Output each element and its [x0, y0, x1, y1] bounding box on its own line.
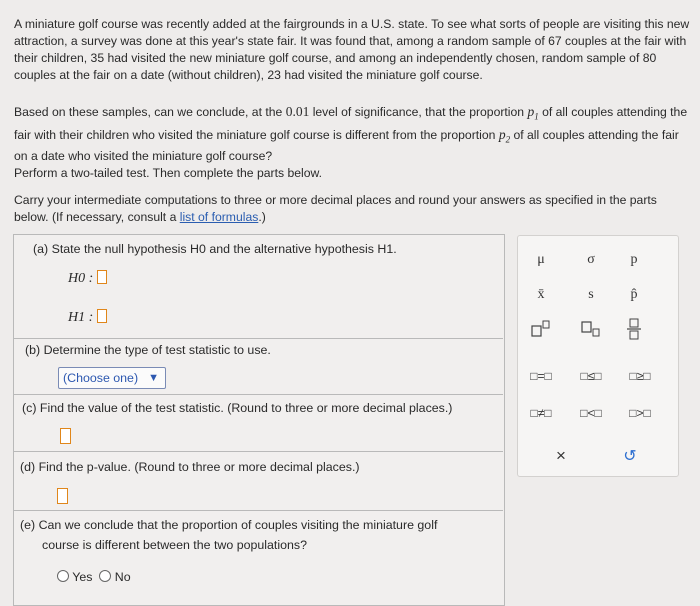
x-bar-button[interactable]: x̄ — [537, 287, 545, 302]
undo-icon[interactable]: ↺ — [623, 448, 637, 465]
subscript-icon — [579, 320, 603, 338]
p-hat-button[interactable]: p̂ — [630, 287, 638, 302]
formulas-link[interactable]: list of formulas — [179, 210, 259, 224]
instruction-two-tailed: Perform a two-tailed test. Then complete the parts below. — [14, 166, 323, 180]
part-b-label: (b) Determine the type of test statistic to use. — [25, 343, 271, 357]
clear-icon[interactable]: × — [556, 446, 566, 465]
h0-row: H0 : — [68, 270, 107, 287]
question-paragraph: Based on these samples, can we conclude, at the 0.01 level of significance, that the proportion $p_1$ of all couples attending the fair with their children who visited the miniature golf course is different from the proportion $p_2$ of all couples attending the fair on a date who visited the miniature golf course? — [14, 104, 688, 164]
divider — [13, 338, 503, 339]
no-option[interactable]: No — [99, 570, 130, 584]
test-statistic-input[interactable] — [60, 428, 71, 444]
part-c-label: (c) Find the value of the test statistic. (Round to three or more decimal places.) — [22, 401, 453, 415]
s-button[interactable]: s — [588, 287, 594, 302]
superscript-icon — [529, 320, 553, 338]
p-button[interactable]: p — [630, 252, 638, 267]
mu-button[interactable]: μ — [537, 252, 545, 267]
p-value-input[interactable] — [57, 488, 68, 504]
problem-paragraph: A miniature golf course was recently added at the fairgrounds in a U.S. state. To see what sorts of people are visiting this new attraction, a survey was done at this year's state fair. It was found that, among a random sample of 67 couples at the fair with their children, 35 had visited the new miniature golf course, and among an independently chosen, random sample of 80 couples at the fair on a date (without children), 23 had visited the miniature golf course. — [14, 17, 690, 82]
sigma-button[interactable]: σ — [587, 252, 595, 267]
test-statistic-select[interactable]: (Choose one) ▼ — [58, 367, 166, 389]
less-than-button[interactable]: □<□ — [580, 406, 602, 420]
divider — [13, 510, 503, 511]
h1-input[interactable] — [97, 309, 107, 323]
greater-equal-button[interactable]: □≥□ — [629, 369, 651, 383]
greater-than-button[interactable]: □>□ — [629, 406, 651, 420]
part-d-label: (d) Find the p-value. (Round to three or more decimal places.) — [20, 460, 360, 474]
h1-row: H1 : — [68, 309, 107, 326]
part-a-label: (a) State the null hypothesis H0 and the alternative hypothesis H1. — [33, 242, 397, 256]
conclusion-options — [57, 569, 131, 586]
yes-radio[interactable] — [57, 570, 69, 582]
no-radio[interactable] — [99, 570, 111, 582]
divider — [13, 394, 503, 395]
yes-option[interactable]: Yes — [57, 570, 92, 584]
part-e-label-cont: course is different between the two populations? — [42, 538, 307, 552]
symbol-palette — [517, 235, 679, 477]
equals-button[interactable]: □=□ — [530, 369, 552, 383]
fraction-button[interactable] — [611, 318, 657, 343]
fraction-icon — [622, 318, 646, 340]
superscript-button[interactable] — [518, 320, 564, 341]
subscript-button[interactable] — [568, 320, 614, 341]
part-e-label: (e) Can we conclude that the proportion of couples visiting the miniature golf — [20, 518, 438, 532]
instruction-rounding: Carry your intermediate computations to three or more decimal places and round your answers as specified in the parts below. (If necessary, consult a list of formulas.) — [14, 193, 657, 224]
dropdown-arrow-icon: ▼ — [148, 372, 159, 384]
divider — [13, 451, 503, 452]
not-equal-button[interactable]: □≠□ — [530, 406, 552, 420]
h0-input[interactable] — [97, 270, 107, 284]
less-equal-button[interactable]: □≤□ — [580, 369, 602, 383]
